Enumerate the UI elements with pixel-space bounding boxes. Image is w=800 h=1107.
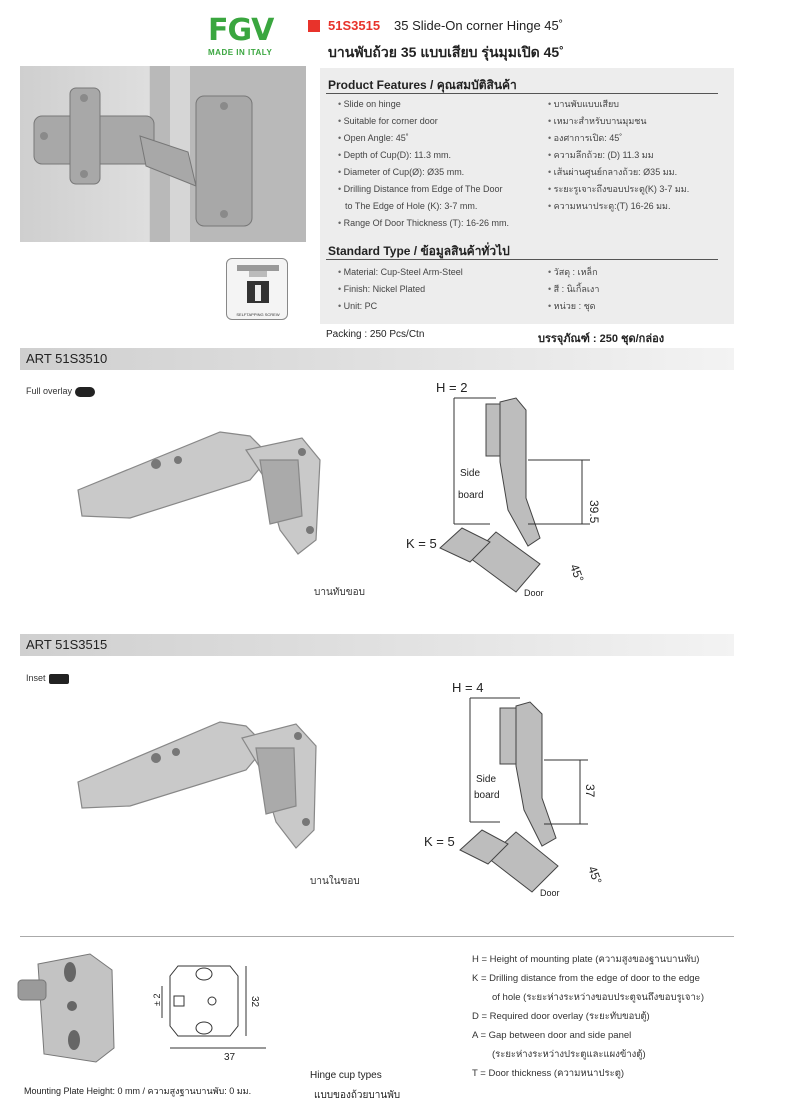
mounting-plate-photo (14, 950, 138, 1068)
legend-h: H = Height of mounting plate (ความสูงของฐานบานพับ) (472, 954, 700, 965)
red-square-marker (308, 20, 320, 32)
art1-dim-label: 39.5 (587, 500, 601, 524)
standard-th-3: • หน่วย : ชุด (548, 298, 728, 315)
art1-board-word: board (458, 490, 484, 501)
full-overlay-icon (75, 387, 95, 397)
plate-height-label: 32 (249, 996, 260, 1008)
logo-made-in-italy: MADE IN ITALY (208, 48, 273, 57)
standard-en-2: • Finish: Nickel Plated (338, 281, 538, 298)
legend-k-cont: of hole (ระยะห่างระหว่างขอบประตูจนถึงขอบรูเจาะ) (492, 992, 705, 1003)
art1-hinge-image (70, 420, 350, 570)
art2-side-word: Side (476, 774, 497, 785)
plate-width-label: 37 (224, 1052, 236, 1063)
feature-en-7: • Range Of Door Thickness (T): 16-26 mm. (338, 215, 538, 232)
art2-dimension-diagram (420, 678, 620, 918)
art1-side-word: Side (460, 468, 481, 479)
product-photo (20, 66, 306, 242)
logo-mark: FGV (208, 13, 274, 48)
art2-overlay-label: Inset (26, 673, 46, 683)
art1-overlay (26, 386, 95, 397)
mounting-plate-drawing (148, 956, 278, 1066)
legend-a-cont: (ระยะห่างระหว่างประตูและแผงข้างตู้) (492, 1049, 646, 1060)
art2-door-label: Door (540, 888, 560, 898)
art2-caption: บานในขอบ (310, 876, 360, 887)
features-list-en (338, 96, 538, 232)
feature-th-2: • เหมาะสำหรับบานมุมชน (548, 113, 728, 130)
legend-k: K = Drilling distance from the edge of door to the edge (472, 973, 700, 984)
standard-rule (326, 259, 718, 260)
feature-en-1: • Slide on hinge (338, 96, 538, 113)
art2-overlay (26, 673, 69, 684)
art2-k-label: K = 5 (424, 834, 455, 849)
inset-icon (49, 674, 69, 684)
art1-bar (20, 348, 734, 370)
standard-list-en (338, 264, 538, 315)
art1-angle-label: 45° (567, 562, 587, 585)
self-tapping-screw-icon (226, 258, 288, 320)
art1-k-label: K = 5 (406, 536, 437, 551)
standard-list-th (548, 264, 728, 315)
feature-th-4: • ความลึกถ้วย: (D) 11.3 มม (548, 147, 728, 164)
standard-th-1: • วัสดุ : เหล็ก (548, 264, 728, 281)
product-name-thai: บานพับถ้วย 35 แบบเสียบ รุ่นมุมเปิด 45˚ (328, 44, 564, 60)
packing-th: บรรจุภัณฑ์ : 250 ชุด/กล่อง (538, 333, 665, 345)
feature-en-2: • Suitable for corner door (338, 113, 538, 130)
feature-en-6b: to The Edge of Hole (K): 3-7 mm. (345, 201, 478, 211)
product-code: 51S3515 (328, 18, 381, 33)
art2-hinge-image (70, 708, 350, 860)
packing-en: Packing : 250 Pcs/Ctn (326, 329, 425, 340)
screw-label: SELFTAPPING SCREW (236, 312, 280, 317)
features-title: Product Features / คุณสมบัติสินค้า (328, 78, 517, 92)
feature-en-6: • Drilling Distance from Edge of The Door (338, 181, 538, 198)
legend-d: D = Required door overlay (ระยะทับขอบตู้) (472, 1011, 650, 1022)
mount-caption: Mounting Plate Height: 0 mm / ความสูงฐานบานพับ: 0 มม. (24, 1086, 252, 1096)
standard-en-1: • Material: Cup-Steel Arm-Steel (338, 264, 538, 281)
standard-en-3: • Unit: PC (338, 298, 538, 315)
feature-th-5: • เส้นผ่านศูนย์กลางถ้วย: Ø35 มม. (548, 164, 728, 181)
bottom-divider (20, 936, 734, 937)
legend (472, 950, 704, 1083)
art1-label: ART 51S3510 (26, 351, 108, 366)
art1-caption: บานทับขอบ (314, 587, 365, 598)
product-name: 35 Slide-On corner Hinge 45˚ (394, 18, 564, 33)
features-list-th (548, 96, 728, 215)
art2-angle-label: 45° (585, 864, 605, 887)
standard-title: Standard Type / ข้อมูลสินค้าทั่วไป (328, 244, 510, 258)
art1-door-label: Door (524, 588, 544, 598)
feature-th-3: • องศาการเปิด: 45˚ (548, 130, 728, 147)
art2-label: ART 51S3515 (26, 637, 108, 652)
feature-en-5: • Diameter of Cup(Ø): Ø35 mm. (338, 164, 538, 181)
art2-h-label: H = 4 (452, 680, 484, 695)
standard-th-2: • สี : นิเกิ้ลเงา (548, 281, 728, 298)
art1-overlay-label: Full overlay (26, 386, 73, 396)
feature-en-3: • Open Angle: 45˚ (338, 130, 538, 147)
cup-caption-th: แบบของถ้วยบานพับ (314, 1090, 401, 1101)
feature-th-1: • บานพับแบบเสียบ (548, 96, 728, 113)
legend-a: A = Gap between door and side panel (472, 1030, 632, 1041)
art2-bar (20, 634, 734, 656)
art1-dimension-diagram (400, 378, 610, 612)
art2-board-word: board (474, 790, 500, 801)
features-rule (326, 93, 718, 94)
cup-caption-en: Hinge cup types (310, 1070, 382, 1081)
fgv-logo (208, 13, 290, 64)
feature-th-7: • ความหนาประตู:(T) 16-26 มม. (548, 198, 728, 215)
feature-en-4: • Depth of Cup(D): 11.3 mm. (338, 147, 538, 164)
art2-dim-label: 37 (583, 784, 597, 798)
feature-th-6: • ระยะรูเจาะถึงขอบประตู(K) 3-7 มม. (548, 181, 728, 198)
plate-pm-label: ± 2 (152, 993, 162, 1006)
art1-h-label: H = 2 (436, 380, 468, 395)
legend-t: T = Door thickness (ความหนาประตู) (472, 1068, 625, 1079)
